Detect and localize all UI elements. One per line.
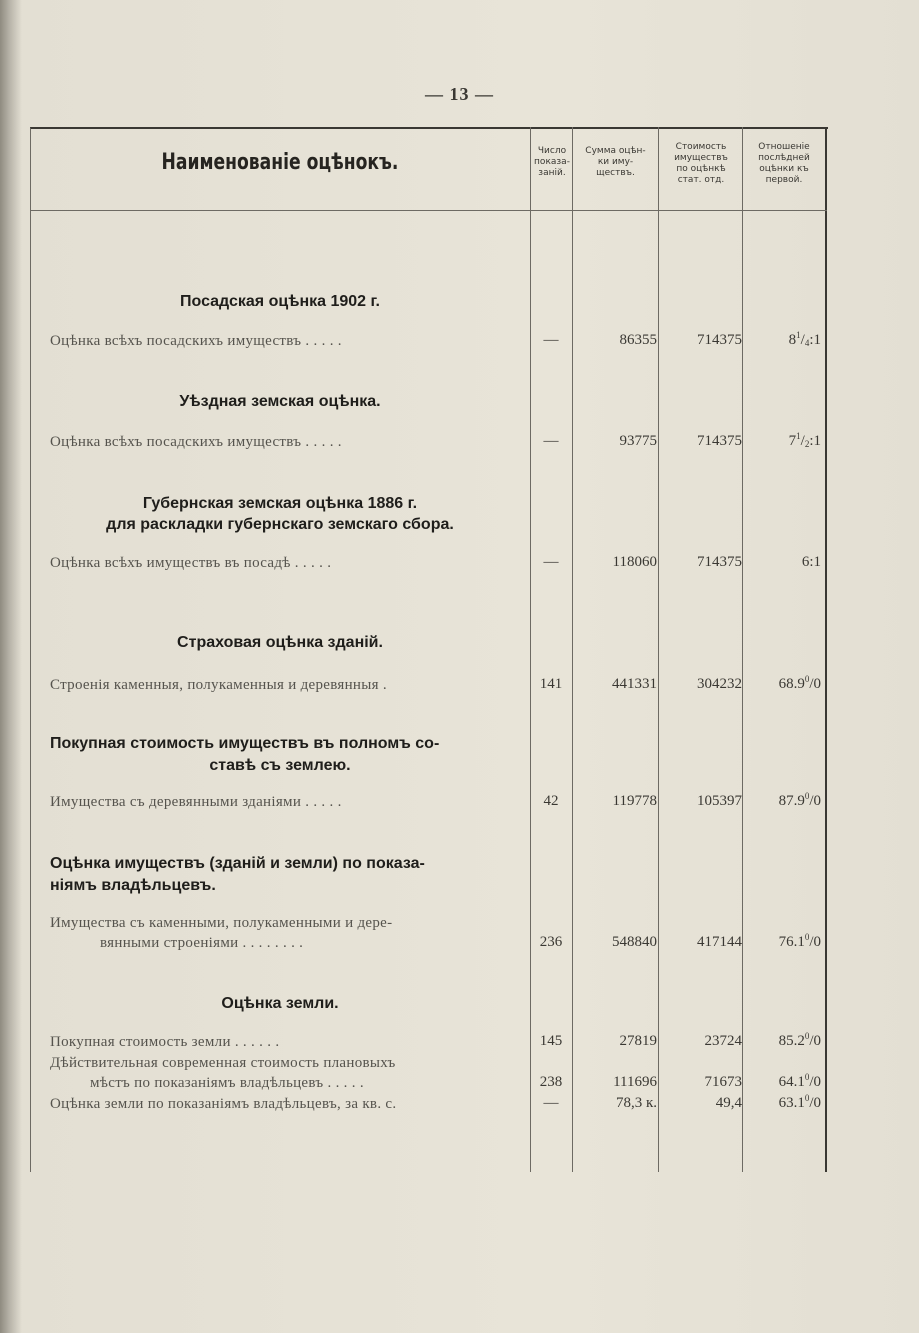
cell-count: 238 <box>539 1074 563 1090</box>
cell-ratio: $8^1/_4:1$ <box>788 330 821 348</box>
cell-count: — <box>543 1095 559 1111</box>
cell-stat: 417144 <box>697 934 742 950</box>
section-title: Покупная стоимость имуществъ въ полномъ со- <box>50 735 440 752</box>
cell-stat: 105397 <box>697 793 742 809</box>
cell-sum: 118060 <box>612 554 657 570</box>
column-header-line: заній. <box>538 168 566 178</box>
section-title-line2: для раскладки губернскаго земскаго сбора. <box>106 516 454 533</box>
column-divider <box>742 127 743 1172</box>
ratio-value: 7 <box>788 433 797 449</box>
cell-sum: 441331 <box>612 676 657 692</box>
cell-stat: 714375 <box>697 433 742 449</box>
cell-sum: 27819 <box>619 1033 657 1049</box>
table-right-border <box>825 127 827 1172</box>
row-label: Строенія каменныя, полукаменныя и деревянныя . <box>50 677 387 693</box>
cell-sum: 93775 <box>619 433 657 449</box>
ratio-tail: /0 <box>809 1033 821 1049</box>
cell-ratio <box>745 676 821 693</box>
row-label: Имущества съ каменными, полукаменными и дере- <box>50 915 393 931</box>
section-title: Оцѣнка земли. <box>221 995 339 1012</box>
cell-count: 236 <box>539 934 563 950</box>
ratio-tail: :1 <box>809 332 821 348</box>
column-header-line: имуществъ <box>674 153 728 163</box>
cell-ratio <box>745 934 821 951</box>
ratio-sub: 2 <box>804 439 810 449</box>
column-header-line: Число <box>537 146 567 156</box>
column-header-ratio <box>743 142 825 186</box>
section-title: Губернская земская оцѣнка 1886 г. <box>142 495 418 512</box>
cell-ratio <box>745 1074 821 1091</box>
cell-count: — <box>543 554 559 570</box>
ratio-value: 87.9 <box>778 793 805 809</box>
row-label: Оцѣнка всѣхъ посадскихъ имуществъ . . . . . <box>50 333 342 349</box>
ratio-value: 68.9 <box>778 676 805 692</box>
cell-sum: 78,3 к. <box>615 1095 657 1111</box>
column-divider <box>572 127 573 1172</box>
column-header-line: Стоимость <box>675 142 727 152</box>
cell-ratio: 6:1 <box>801 554 821 570</box>
page-number: — 13 — <box>425 84 494 104</box>
ratio-sup: 0 <box>804 1031 810 1041</box>
ratio-value: 76.1 <box>778 934 805 950</box>
column-divider <box>658 127 659 1172</box>
cell-stat: 304232 <box>697 676 742 692</box>
cell-count: — <box>543 332 559 348</box>
ratio-value: 8 <box>788 332 797 348</box>
cell-ratio <box>745 793 821 810</box>
ratio-tail: /0 <box>809 793 821 809</box>
cell-stat: 49,4 <box>715 1095 742 1111</box>
column-header-line: показа- <box>534 157 570 167</box>
row-label: Дѣйствительная современная стоимость плановыхъ <box>50 1055 396 1071</box>
cell-ratio <box>745 1033 821 1050</box>
ratio-sup: 0 <box>804 1093 810 1103</box>
ratio-tail: /0 <box>809 1074 821 1090</box>
column-header-line: ществъ. <box>596 168 635 178</box>
section-title-line2: ніямъ владѣльцевъ. <box>50 877 216 894</box>
ratio-value: 85.2 <box>778 1033 805 1049</box>
column-header-count <box>531 146 573 179</box>
table-title: Наименованіе оцѣнокъ. <box>161 150 399 175</box>
cell-ratio: $7^1/_2:1$ <box>788 431 821 449</box>
ratio-value: 64.1 <box>778 1074 805 1090</box>
section-title: Оцѣнка имуществъ (зданій и земли) по показа- <box>50 855 425 872</box>
cell-ratio <box>745 1095 821 1112</box>
row-label: Покупная стоимость земли . . . . . . <box>50 1034 280 1050</box>
column-header-line: Отношеніе <box>758 142 810 152</box>
column-header-line: первой. <box>765 175 803 185</box>
ratio-tail: /0 <box>809 676 821 692</box>
column-header-line: по оцѣнкѣ <box>676 164 726 174</box>
ratio-sup: 1 <box>796 330 801 340</box>
ratio-sup: 0 <box>804 1072 810 1082</box>
ratio-tail: /0 <box>809 1095 821 1111</box>
cell-sum: 111696 <box>613 1074 657 1090</box>
cell-count: 145 <box>539 1033 563 1049</box>
cell-count: — <box>543 433 559 449</box>
row-label: Имущества съ деревянными зданіями . . . . . <box>50 794 342 810</box>
column-header-line: стат. отд. <box>677 175 725 185</box>
cell-count: 42 <box>543 793 559 809</box>
section-title: Страховая оцѣнка зданій. <box>177 634 383 651</box>
section-title-line2: ставѣ съ землею. <box>209 757 351 774</box>
cell-stat: 23724 <box>704 1033 742 1049</box>
cell-count: 141 <box>539 676 563 692</box>
row-label: Оцѣнка всѣхъ имуществъ въ посадѣ . . . . . <box>50 555 332 571</box>
column-header-line: Сумма оцѣн- <box>585 146 646 156</box>
ratio-sup: 1 <box>796 431 801 441</box>
section-title: Уѣздная земская оцѣнка. <box>179 393 381 410</box>
column-divider <box>530 127 531 1172</box>
cell-sum: 119778 <box>612 793 657 809</box>
cell-stat: 714375 <box>697 332 742 348</box>
row-label: Оцѣнка всѣхъ посадскихъ имуществъ . . . . . <box>50 434 342 450</box>
row-label-line2: мѣстъ по показаніямъ владѣльцевъ . . . . . <box>90 1075 364 1091</box>
header-rule <box>30 210 827 211</box>
cell-sum: 86355 <box>619 332 657 348</box>
column-header-line: послѣдней <box>758 153 810 163</box>
column-header-sum <box>573 146 658 179</box>
cell-stat: 71673 <box>704 1074 742 1090</box>
section-title: Посадская оцѣнка 1902 г. <box>180 293 380 310</box>
column-header-stat <box>659 142 743 186</box>
row-label-line2: вянными строеніями . . . . . . . . <box>100 935 304 951</box>
ratio-sup: 0 <box>804 932 810 942</box>
cell-sum: 548840 <box>612 934 657 950</box>
ratio-sup: 0 <box>804 674 810 684</box>
ratio-sub: 4 <box>804 338 810 348</box>
ratio-sup: 0 <box>804 791 810 801</box>
ratio-value: 63.1 <box>778 1095 805 1111</box>
ratio-tail: /0 <box>809 934 821 950</box>
ratio-tail: :1 <box>809 433 821 449</box>
column-header-line: оцѣнки къ <box>759 164 809 174</box>
column-header-line: ки иму- <box>597 157 634 167</box>
cell-stat: 714375 <box>697 554 742 570</box>
row-label: Оцѣнка земли по показаніямъ владѣльцевъ, за кв. с. <box>50 1096 397 1112</box>
